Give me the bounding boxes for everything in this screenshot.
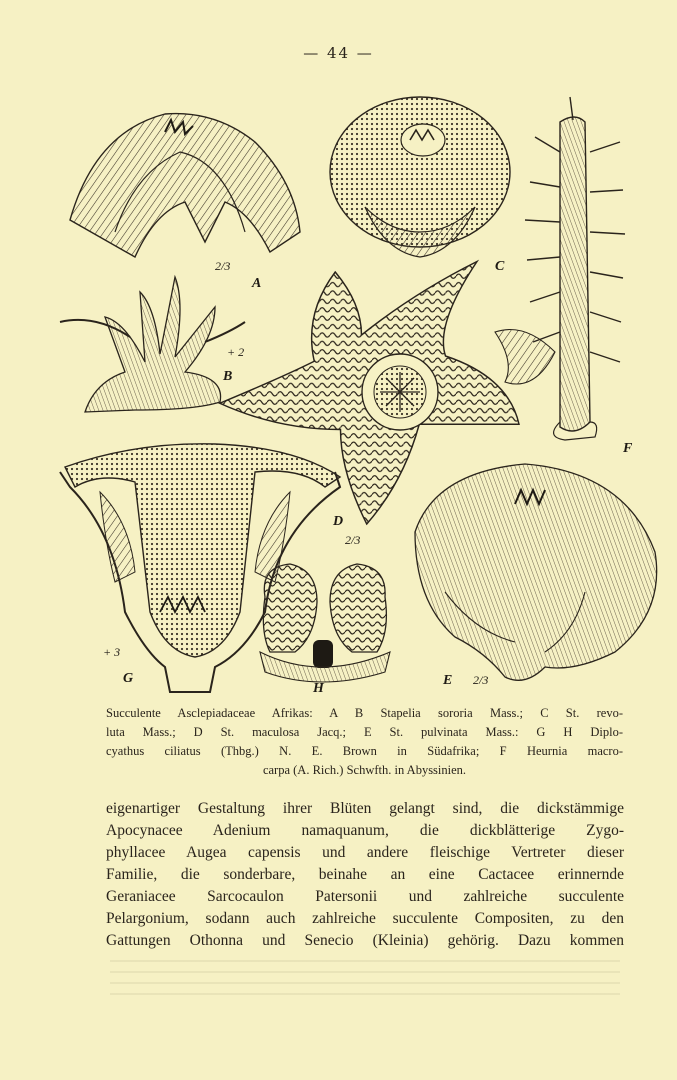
body-line: Geraniacee Sarcocaulon Patersonii und zahlreiche succulente [106, 888, 624, 905]
figure-c-label: C [495, 259, 505, 274]
figure-f-drawing [495, 97, 625, 440]
caption-line: luta Mass.; D St. maculosa Jacq.; E St. pulvinata Mass.: G H Diplo- [106, 725, 623, 739]
figure-c-drawing [330, 97, 510, 257]
body-line: Apocynacee Adenium namaquanum, die dickblätterige Zygo- [106, 822, 624, 839]
figure-g-scale: + 3 [103, 645, 121, 659]
caption-last-line: carpa (A. Rich.) Schwfth. in Abyssinien. [262, 763, 467, 777]
figure-g-label: G [123, 671, 134, 686]
figure-b-scale: + 2 [227, 345, 245, 359]
figure-f-label: F [623, 441, 633, 456]
figure-b-drawing [60, 277, 245, 412]
body-line: Pelargonium, sodann auch zahlreiche succulente Compositen, zu den [106, 910, 624, 927]
figure-e-label: E [443, 673, 453, 688]
body-line: Familie, die sonderbare, beinahe an eine Cactacee erinnernde [106, 866, 624, 883]
figure-e-drawing [415, 464, 657, 680]
caption-line: Succulente Asclepiadaceae Afrikas: A B Stapelia sororia Mass.; C St. revo- [106, 706, 623, 720]
figure-h-label: H [313, 681, 324, 696]
figure-d-label: D [333, 514, 344, 529]
figure-a-drawing [70, 114, 300, 257]
caption-line: cyathus ciliatus (Thbg.) N. E. Brown in Südafrika; F Heurnia macro- [106, 744, 623, 758]
figure-a-scale: 2/3 [215, 259, 231, 273]
body-line: Gattungen Othonna und Senecio (Kleinia) gehörig. Dazu kommen [106, 932, 624, 949]
figure-b-label: B [223, 369, 233, 384]
body-line: phyllacee Augea capensis und andere fleischige Vertreter dieser [106, 844, 624, 861]
figure-h-drawing [260, 564, 390, 682]
botanical-plate [55, 92, 665, 702]
figure-d-scale: 2/3 [345, 533, 361, 547]
figure-a-label: A [252, 276, 262, 291]
figure-e-scale: 2/3 [473, 673, 489, 687]
figure-caption [106, 704, 623, 780]
body-line: eigenartiger Gestaltung ihrer Blüten gelangt sind, die dickstämmige [106, 800, 624, 817]
page-number: — 44 — [303, 44, 374, 62]
show-through-text [110, 960, 620, 1000]
body-paragraph [106, 798, 624, 952]
